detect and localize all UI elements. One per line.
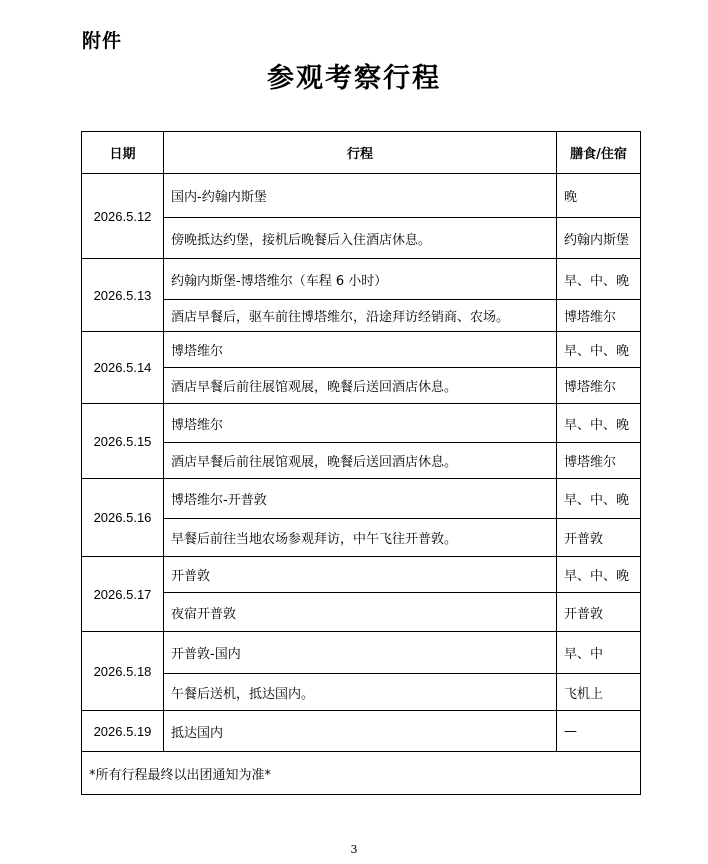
meals-cell: 开普敦 — [557, 593, 641, 632]
meals-cell: 早、中、晚 — [557, 557, 641, 593]
table-row — [82, 300, 641, 332]
meals-cell: 早、中、晚 — [557, 404, 641, 443]
meals-cell: 博塔维尔 — [557, 443, 641, 479]
table-row — [82, 218, 641, 259]
meals-cell: 博塔维尔 — [557, 300, 641, 332]
meals-cell: 早、中、晚 — [557, 259, 641, 300]
schedule-cell: 博塔维尔-开普敦 — [164, 479, 557, 519]
date-cell: 2026.5.12 — [82, 174, 164, 259]
table-row — [82, 368, 641, 404]
table-header-row — [82, 132, 641, 174]
schedule-cell: 早餐后前往当地农场参观拜访，中午飞往开普敦。 — [164, 519, 557, 557]
table-row — [82, 519, 641, 557]
schedule-cell: 国内-约翰内斯堡 — [164, 174, 557, 218]
date-cell: 2026.5.13 — [82, 259, 164, 332]
date-cell: 2026.5.16 — [82, 479, 164, 557]
date-cell: 2026.5.19 — [82, 711, 164, 752]
schedule-cell: 开普敦 — [164, 557, 557, 593]
table-row — [82, 479, 641, 519]
meals-cell: 博塔维尔 — [557, 368, 641, 404]
schedule-cell: 抵达国内 — [164, 711, 557, 752]
itinerary-table — [81, 131, 641, 795]
meals-cell: 早、中 — [557, 632, 641, 674]
schedule-column-header: 行程 — [164, 132, 557, 174]
table-note-row — [82, 752, 641, 795]
table-row — [82, 674, 641, 711]
schedule-cell: 傍晚抵达约堡，接机后晚餐后入住酒店休息。 — [164, 218, 557, 259]
table-row — [82, 174, 641, 218]
date-cell: 2026.5.15 — [82, 404, 164, 479]
table-row — [82, 332, 641, 368]
table-row — [82, 632, 641, 674]
meals-cell: 飞机上 — [557, 674, 641, 711]
table-row — [82, 259, 641, 300]
table-row — [82, 443, 641, 479]
table-row — [82, 711, 641, 752]
date-column-header: 日期 — [82, 132, 164, 174]
itinerary-note: *所有行程最终以出团通知为准* — [82, 752, 641, 795]
attachment-label: 附件 — [82, 30, 123, 52]
schedule-cell: 博塔维尔 — [164, 404, 557, 443]
schedule-cell: 约翰内斯堡-博塔维尔（车程 6 小时） — [164, 259, 557, 300]
table-row — [82, 593, 641, 632]
meals-cell: 晚 — [557, 174, 641, 218]
meals-cell: 早、中、晚 — [557, 332, 641, 368]
schedule-cell: 博塔维尔 — [164, 332, 557, 368]
meals-cell: 开普敦 — [557, 519, 641, 557]
meals-cell: 约翰内斯堡 — [557, 218, 641, 259]
schedule-cell: 酒店早餐后前往展馆观展，晚餐后送回酒店休息。 — [164, 368, 557, 404]
schedule-cell: 酒店早餐后前往展馆观展，晚餐后送回酒店休息。 — [164, 443, 557, 479]
date-cell: 2026.5.14 — [82, 332, 164, 404]
schedule-cell: 午餐后送机，抵达国内。 — [164, 674, 557, 711]
schedule-cell: 夜宿开普敦 — [164, 593, 557, 632]
date-cell: 2026.5.17 — [82, 557, 164, 632]
meals-column-header: 膳食/住宿 — [557, 132, 641, 174]
document-title: 参观考察行程 — [267, 63, 441, 94]
schedule-cell: 酒店早餐后，驱车前往博塔维尔，沿途拜访经销商、农场。 — [164, 300, 557, 332]
date-cell: 2026.5.18 — [82, 632, 164, 711]
schedule-cell: 开普敦-国内 — [164, 632, 557, 674]
page-number: 3 — [350, 843, 358, 856]
meals-cell: 早、中、晚 — [557, 479, 641, 519]
table-row — [82, 404, 641, 443]
table-row — [82, 557, 641, 593]
meals-cell: — — [557, 711, 641, 752]
